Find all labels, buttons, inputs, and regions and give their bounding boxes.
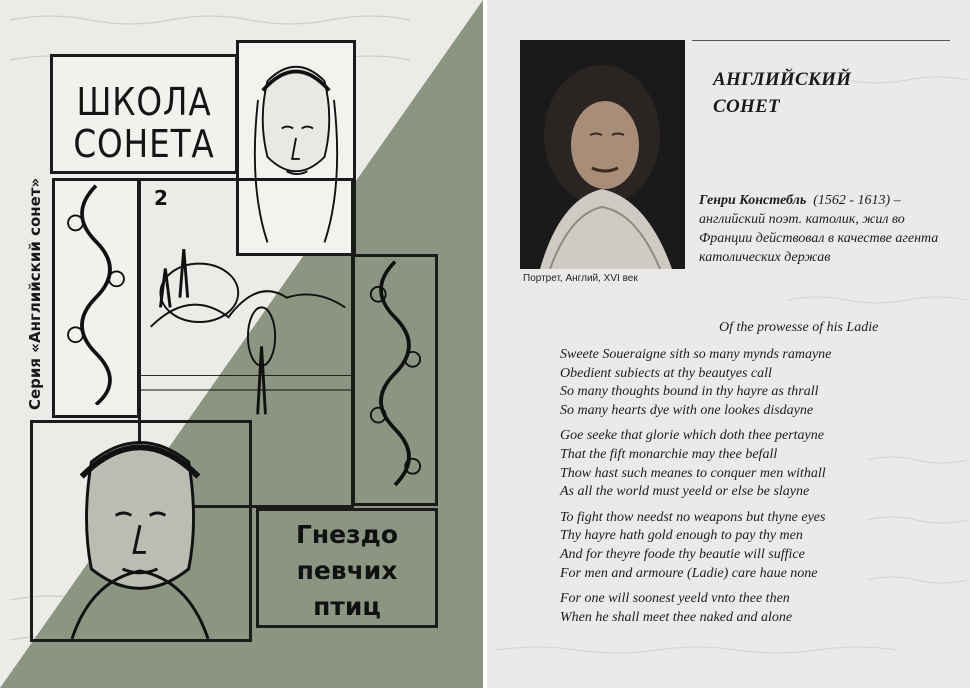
poem-line: Sweete Soueraigne sith so many mynds ramayne <box>560 347 832 362</box>
vine-panel-left <box>52 178 140 418</box>
vine-ornament <box>55 181 137 405</box>
book-subtitle: Гнездо певчих птиц <box>295 520 399 621</box>
title-box <box>50 54 238 174</box>
poem-line: As all the world must yeeld or else be slayne <box>560 484 810 500</box>
page-heading: АНГЛИЙСКИЙ СОНЕТ <box>713 69 852 117</box>
stanza <box>560 427 831 501</box>
poem-line: When he shall meet thee naked and alone <box>560 609 793 625</box>
stanza <box>560 509 831 583</box>
author-name: Генри Констебль <box>699 193 807 208</box>
book-cover <box>0 0 483 688</box>
volume-number: 2 <box>154 186 168 210</box>
poem <box>560 346 831 634</box>
author-dates: (1562 - 1613) – <box>813 193 901 208</box>
poem-line: Goe seeke that glorie which doth thee pertayne <box>560 428 824 444</box>
stanza <box>560 346 831 420</box>
poem-line: For one will soonest yeeld vnto thee then <box>560 591 790 607</box>
laurel-poet-illustration <box>33 423 249 639</box>
poem-line: For men and armoure (Ladie) care haue none <box>560 565 818 581</box>
poem-title: Of the prowesse of his Ladie <box>719 320 879 335</box>
poem-line: That the fift monarchie may thee befall <box>560 446 778 462</box>
poem-line: And for theyre foode thy beautie will suffice <box>560 546 805 562</box>
henry-constable-portrait <box>520 40 685 269</box>
poem-line: So many thoughts bound in thy hayre as thrall <box>560 384 819 400</box>
subtitle-box <box>256 508 438 628</box>
portrait-illustration <box>520 40 685 269</box>
series-label: Серия «Английский сонет» <box>26 177 44 410</box>
stanza <box>560 590 831 627</box>
author-description: английский поэт. католик, жил во Франции действовал в качестве агента католических держав <box>699 212 939 265</box>
vine-panel-right <box>352 254 438 506</box>
book-title: ШКОЛА СОНЕТА <box>73 80 215 166</box>
poet-portrait-bottom <box>30 420 252 642</box>
portrait-caption: Портрет, Англий, XVI век <box>523 273 638 284</box>
poem-line: Obedient subiects at thy beautyes call <box>560 365 772 381</box>
poem-line: Thy hayre hath gold enough to pay thy men <box>560 528 803 544</box>
poem-line: So many hearts dye with one lookes disdayne <box>560 402 814 418</box>
poem-line: To fight thow needst no weapons but thyne eyes <box>560 509 826 525</box>
poem-line: Thow hast such meanes to conquer men withall <box>560 465 826 481</box>
header-rule <box>692 40 950 41</box>
sonnet-page <box>487 0 970 688</box>
author-bio <box>699 191 961 267</box>
vine-ornament <box>355 257 435 491</box>
